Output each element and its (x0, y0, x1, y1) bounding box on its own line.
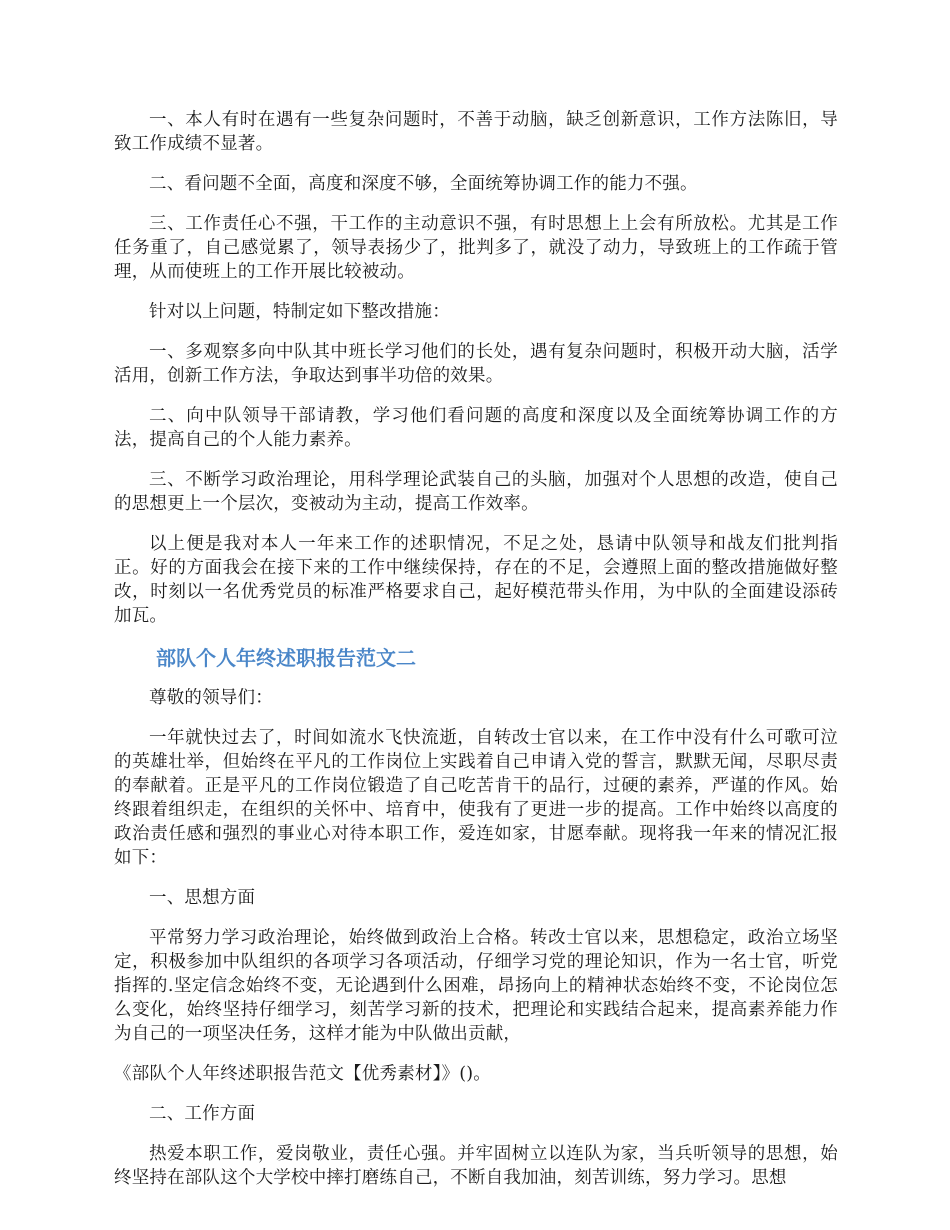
paragraph-conclusion: 以上便是我对本人一年来工作的述职情况，不足之处，恳请中队领导和战友们批判指正。好的方面我会在接下来的工作中继续保持，存在的不足，会遵照上面的整改措施做好整改，时刻以一名优秀党员的标准严格要求自己，起好模范带头作用，为中队的全面建设添砖加瓦。 (114, 534, 838, 626)
heading-work: 二、工作方面 (149, 1104, 256, 1124)
paragraph-problem-1: 一、本人有时在遇有一些复杂问题时，不善于动脑，缺乏创新意识，工作方法陈旧，导致工作成绩不显著。 (114, 110, 838, 154)
paragraph-problem-3: 三、工作责任心不强，干工作的主动意识不强，有时思想上上会有所放松。尤其是工作任务重了，自己感觉累了，领导表扬少了，批判多了，就没了动力，导致班上的工作疏于管理，从而使班上的工作开展比较被动。 (114, 214, 838, 282)
heading-thought: 一、思想方面 (149, 888, 256, 908)
paragraph-measure-2: 二、向中队领导干部请教，学习他们看问题的高度和深度以及全面统筹协调工作的方法，提高自己的个人能力素养。 (114, 406, 838, 450)
paragraph-greeting: 尊敬的领导们： (149, 688, 273, 708)
paragraph-thought-body: 平常努力学习政治理论，始终做到政治上合格。转改士官以来，思想稳定，政治立场坚定，积极参加中队组织的各项学习各项活动，仔细学习党的理论知识，作为一名士官，听党指挥的.坚定信念始终不变，无论遇到什么困难，昂扬向上的精神状态始终不变，不论岗位怎么变化，始终坚持仔细学习，刻苦学习新的技术，把理论和实践结合起来，提高素养能力作为自己的一项坚决任务，这样才能为中队做出贡献， (114, 928, 838, 1044)
paragraph-intro: 一年就快过去了，时间如流水飞快流逝，自转改士官以来，在工作中没有什么可歌可泣的英雄壮举，但始终在平凡的工作岗位上实践着自己申请入党的誓言，默默无闻，尽职尽责的奉献着。正是平凡的工作岗位锻造了自己吃苦肯干的品行，过硬的素养，严谨的作风。始终跟着组织走，在组织的关怀中、培育中，使我有了更进一步的提高。工作中始终以高度的政治责任感和强烈的事业心对待本职工作，爱连如家，甘愿奉献。现将我一年来的情况汇报如下： (114, 728, 838, 868)
paragraph-measures-intro: 针对以上问题，特制定如下整改措施： (149, 302, 450, 322)
paragraph-measure-1: 一、多观察多向中队其中班长学习他们的长处，遇有复杂问题时，积极开动大脑，活学活用，创新工作方法，争取达到事半功倍的效果。 (114, 342, 838, 386)
paragraph-work-body: 热爱本职工作，爱岗敬业，责任心强。并牢固树立以连队为家，当兵听领导的思想，始终坚持在部队这个大学校中摔打磨练自己，不断自我加油，刻苦训练，努力学习。思想 (114, 1144, 838, 1188)
document-body (114, 108, 838, 1206)
section-title: 部队个人年终述职报告范文二 (156, 646, 416, 670)
paragraph-problem-2: 二、看问题不全面，高度和深度不够，全面统筹协调工作的能力不强。 (149, 174, 698, 194)
source-line: 《部队个人年终述职报告范文【优秀素材】》()。 (114, 1064, 492, 1084)
paragraph-measure-3: 三、不断学习政治理论，用科学理论武装自己的头脑，加强对个人思想的改造，使自己的思想更上一个层次，变被动为主动，提高工作效率。 (114, 470, 838, 514)
